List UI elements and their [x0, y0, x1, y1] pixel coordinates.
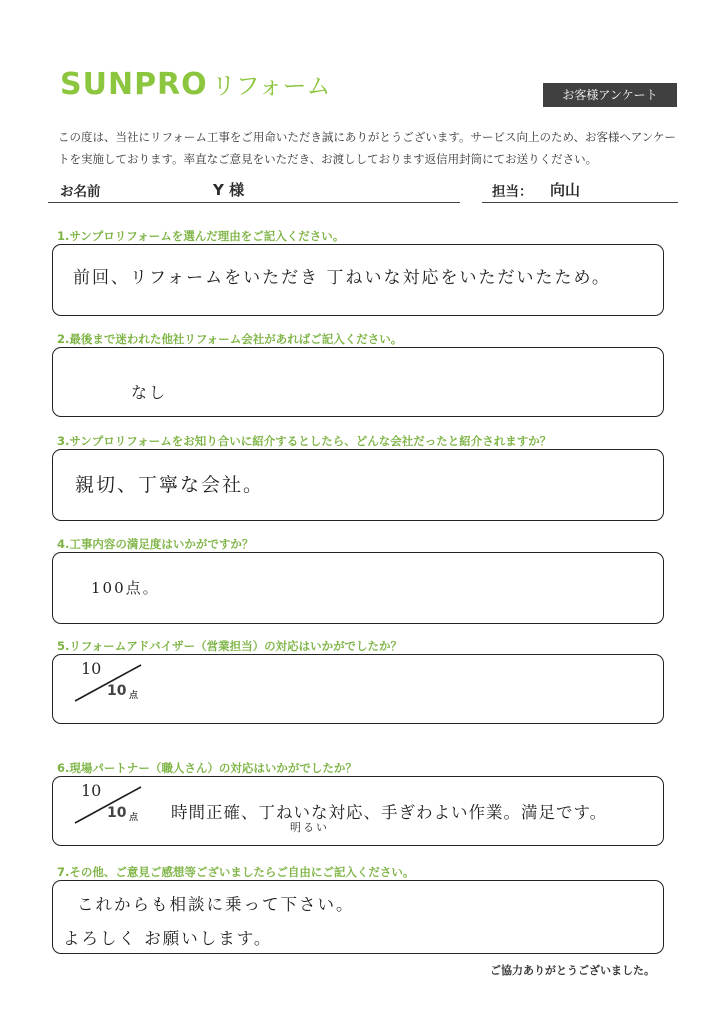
thanks-message: ご協力ありがとうございました。 [490, 964, 655, 977]
question-4-answer-box [52, 552, 664, 624]
survey-tag: お客様アンケート [543, 83, 677, 107]
question-6-answer-note: 明るい [290, 821, 329, 834]
score-unit: 点 [129, 691, 139, 701]
question-2-answer: なし [131, 383, 168, 402]
score-max: 10 [107, 683, 127, 699]
sunpro-reform-logo [60, 66, 330, 102]
logo-sub-text: リフォーム [211, 72, 331, 100]
question-5-label: 5.リフォームアドバイザー（営業担当）の対応はいかがでしたか？ [57, 639, 403, 653]
staff-field [482, 180, 678, 203]
question-6-label: 6.現場パートナー（職人さん）の対応はいかがでしたか？ [57, 761, 357, 775]
customer-name-field [48, 180, 460, 203]
question-6-answer: 時間正確、丁ねいな対応、手ぎわよい作業。満足です。 [171, 803, 608, 822]
logo-main-text: SUNPRO [60, 67, 208, 102]
question-7-answer-line-1: これからも相談に乗って下さい。 [77, 895, 355, 914]
score-unit: 点 [129, 813, 139, 823]
question-1-answer: 前回、リフォームをいただき 丁ねいな対応をいただいたため。 [73, 268, 611, 288]
question-6-answer-box [52, 776, 664, 846]
question-2-label: 2.最後まで迷われた他社リフォーム会社があればご記入ください。 [57, 332, 403, 346]
question-4-label: 4.工事内容の満足度はいかがですか？ [57, 537, 254, 551]
question-1-answer-box [52, 244, 664, 316]
question-7-label: 7.その他、ご意見ご感想等ございましたらご自由にご記入ください。 [57, 865, 415, 879]
score-max: 10 [107, 805, 127, 821]
question-3-answer: 親切、丁寧な会社。 [75, 474, 265, 496]
name-value: Y 様 [213, 181, 245, 199]
question-2-answer-box [52, 347, 664, 417]
staff-value: 向山 [550, 181, 581, 199]
question-3-answer-box [52, 449, 664, 521]
question-3-label: 3.サンプロリフォームをお知り合いに紹介するとしたら、どんな会社だったと紹介されますか？ [57, 434, 552, 448]
intro-text: この度は、当社にリフォーム工事をご用命いただき誠にありがとうございます。サービス向上のため、お客様へアンケートを実施しております。率直なご意見をいただき、お渡ししております返信用封筒にてお送りください。 [58, 130, 677, 166]
question-5-score [61, 659, 161, 707]
score-value: 10 [81, 659, 102, 678]
question-6-score [61, 781, 161, 829]
name-label: お名前 [60, 184, 101, 200]
staff-label: 担当： [492, 184, 533, 200]
question-7-answer-line-2: よろしく お願いします。 [63, 929, 273, 948]
question-7-answer-box [52, 880, 664, 954]
question-4-answer: 100点。 [91, 579, 160, 597]
score-value: 10 [81, 781, 102, 800]
question-5-answer-box [52, 654, 664, 724]
question-1-label: 1.サンプロリフォームを選んだ理由をご記入ください。 [57, 229, 345, 243]
